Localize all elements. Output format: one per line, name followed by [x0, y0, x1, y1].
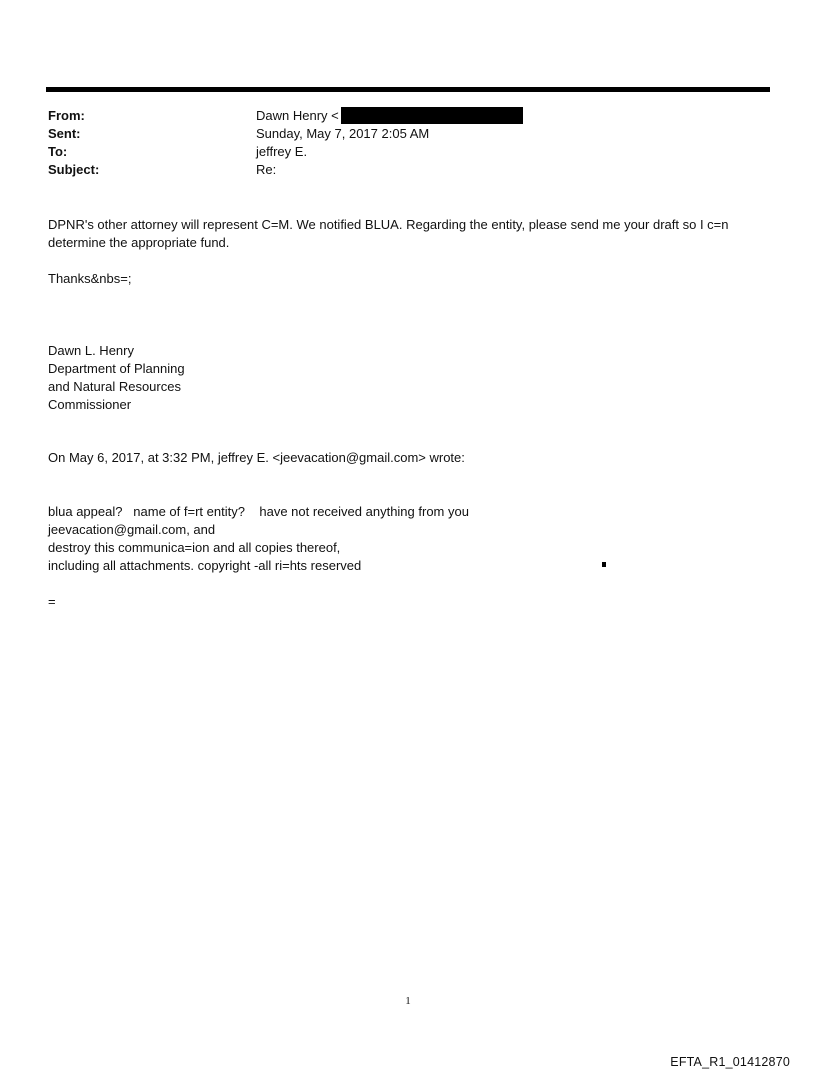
- scan-speck: [602, 562, 606, 567]
- quoted-line-2: jeevacation@gmail.com, and: [48, 522, 216, 537]
- from-name: Dawn Henry <: [256, 108, 339, 123]
- sent-label: Sent:: [48, 126, 81, 141]
- signature-dept-1: Department of Planning: [48, 361, 185, 376]
- subject-label: Subject:: [48, 162, 100, 177]
- signature: [48, 342, 770, 414]
- redaction-block: [341, 107, 523, 124]
- header-divider: [46, 87, 770, 92]
- subject-value: Re:: [256, 162, 277, 177]
- body-paragraph-line-2: determine the appropriate fund.: [48, 235, 230, 250]
- signature-name: Dawn L. Henry: [48, 343, 134, 358]
- page-number: 1: [405, 995, 411, 1007]
- from-label: From:: [48, 108, 85, 123]
- quote-header: On May 6, 2017, at 3:32 PM, jeffrey E. <jeevacation@gmail.com> wrote:: [48, 450, 465, 465]
- signature-dept-2: and Natural Resources: [48, 379, 181, 394]
- quoted-line-1: blua appeal? name of f=rt entity? have not received anything from you: [48, 504, 469, 519]
- trailing-container: [48, 593, 770, 611]
- thanks-line-container: [48, 270, 770, 288]
- quoted-line-4: including all attachments. copyright -all ri=hts reserved: [48, 558, 362, 573]
- from-value: [256, 107, 523, 125]
- signature-title: Commissioner: [48, 397, 132, 412]
- sent-value: Sunday, May 7, 2017 2:05 AM: [256, 126, 430, 141]
- to-label: To:: [48, 144, 68, 159]
- body-paragraph-line-1: DPNR's other attorney will represent C=M. We notified BLUA. Regarding the entity, please send me your draft so I c=n: [48, 217, 729, 232]
- message-body: [48, 216, 770, 252]
- thanks-line: Thanks&nbs=;: [48, 271, 132, 286]
- quote-header-container: [48, 449, 770, 467]
- quoted-message: [48, 503, 770, 575]
- document-id-footer: EFTA_R1_01412870: [670, 1055, 790, 1069]
- trailing-equals: =: [48, 594, 56, 609]
- to-value: jeffrey E.: [256, 144, 308, 159]
- quoted-line-3: destroy this communica=ion and all copies thereof,: [48, 540, 341, 555]
